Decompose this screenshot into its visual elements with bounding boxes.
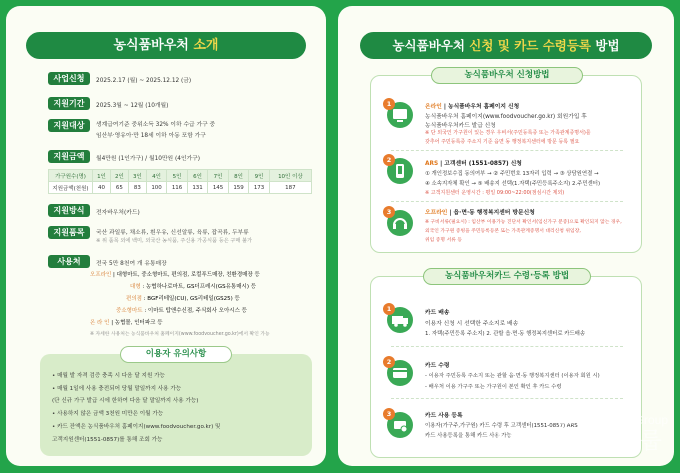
delivery-truck-icon [387,307,413,333]
online-apply-label: 온라인 [425,104,442,110]
ars-apply-note: ※ 고객지원센터 운영시간 : 평일 09:00~22:00(점심시간 제외) [425,190,565,196]
usage-large [130,282,256,290]
apply-panel [338,6,674,466]
step-number-badge: 2 [383,356,395,368]
table-cell: 187 [269,182,311,194]
card-delivery-line: 1. 자택(주민등록 주소지) 2. 관할 읍·면·동 행정복지센터로 카드배송 [425,331,586,337]
usage-online-key: 온 라 인 [90,320,110,326]
card-receive-line: - 이용자 주민등록 주소지 또는 관할 읍·면·동 행정복지센터 (이용자 회원 시) [425,373,600,379]
usage-mid-mart-value: : 이마트 탑앤수신점, 주식회사 오아시스 등 [144,308,247,314]
offline-apply-note: 외국인 가구원 증빙을 주민등록등본 또는 가족관계증명서 대리신청 위임장, [425,229,581,234]
usage-large-value: : 농협하나로마트, GS더프레시(GS유통매시) 등 [142,284,257,290]
tag-items: 지원품목 [48,226,90,239]
card-receive-icon [387,360,413,386]
apply-title [360,32,652,59]
step-number-badge: 1 [383,303,395,315]
divider [391,201,623,202]
tag-usage: 사용처 [48,255,90,268]
online-apply-note: ※ 단 외국인 가구원이 있는 경우 우비서(주민등록증 또는 가족관계증명서)를 [425,130,591,136]
usage-online [90,318,163,326]
usage-note: ※ 자세한 사용처는 농식품바우처 홈페이지(www.foodvoucher.go.kr)에서 확인 가능 [90,332,270,337]
usage-convenience [126,294,240,302]
support-method: 전자바우처(카드) [96,210,140,216]
table-header-cell: 가구원수(명) [49,170,93,182]
amount-table-header [49,170,312,182]
intro-panel [6,6,326,466]
usage-convenience-key: 편의점 [126,296,142,302]
amount-table [48,169,312,194]
watermark-english: DamyahMediaGroup [557,413,668,427]
ars-phone-icon [387,158,413,184]
table-cell: 지원금액(천원) [49,182,93,194]
ars-apply-heading [425,158,522,167]
step-number-badge: 2 [383,154,395,166]
ars-apply-label: ARS [425,161,439,167]
online-computer-icon [387,102,413,128]
table-cell: 100 [146,182,167,194]
online-apply-heading [425,101,519,110]
notice-item: • 매월 발 자격 검증 충족 시 다음 달 지원 가능 [52,373,165,379]
notice-item: (단 신규 가구 발급 시에 한하여 다음 달 말일까지 사용 가능) [52,398,199,404]
table-header-cell: 7인 [208,170,229,182]
intro-title [26,32,306,59]
ars-apply-line: ④ 소속지자체 확인 → ⑤ 배송지 선택(1.자택(주민등록주소지) 2.주민센터) [425,181,601,187]
offline-apply-note: 위임 증명 서류 등 [425,238,463,243]
online-apply-line: 농식품바우처 홈페이지(www.foodvoucher.go.kr) 회원가입 후 [425,114,587,120]
table-cell: 145 [208,182,229,194]
table-cell: 83 [128,182,146,194]
usage-large-key: 대형 [130,284,141,290]
card-delivery-line: 이용자 신청 시 선택한 주소지로 배송 [425,321,519,327]
divider [391,398,623,399]
apply-title-tail: 방법 [595,38,620,53]
offline-apply-note: ※ 구비서류(필요시) : 임산부 이용가능 진단서 확인서(임신가구 분증)으로 확인되지 않는 경우, [425,220,622,225]
table-cell: 131 [187,182,208,194]
offline-apply-heading [425,207,535,216]
step-number-badge: 3 [383,408,395,420]
support-period: 2025.3월 ~ 12월 (10개월) [96,103,169,109]
usage-offline-value: | 대형마트, 중소형마트, 편의점, 로컬푸드매장, 친환경매장 등 [113,272,260,278]
offline-apply-head: | 읍·면·동 행정복지센터 방문신청 [447,210,535,216]
usage-convenience-value: : BGF리테일(CU), GS리테일(GS25) 등 [143,296,240,302]
tag-target: 지원대상 [48,119,90,132]
card-register-line: 이용자(가구주,가구원) 카드 수령 후 고객센터(1551-0857) ARS [425,423,578,429]
ars-apply-line: ① 개인정보수집 동의여부 → ② 주민번호 13자리 입력 → ③ 상담원연결 → [425,171,599,177]
table-cell: 40 [93,182,111,194]
card-methods-pill: 농식품바우처카드 수령·등록 방법 [423,268,591,285]
table-cell: 116 [167,182,188,194]
table-header-cell: 5인 [167,170,188,182]
card-delivery-heading: 카드 배송 [425,310,450,316]
divider [391,150,623,151]
apply-methods-box [370,70,642,253]
target-line-1: 생계급여기준 중위소득 32% 이하 수급 가구 중 [96,122,216,128]
user-notice-box [40,349,312,456]
apply-title-main: 농식품바우처 [392,38,465,53]
card-register-line: 카드 사용등록을 통해 카드 사용 가능 [425,433,512,439]
target-line-2: 임산부·영유아·만 18세 이하 아동 포함 가구 [96,133,206,139]
table-header-cell: 2인 [110,170,128,182]
usage-mid-mart-key: 중소형마트 [116,308,143,314]
user-notice-title: 이용자 유의사항 [120,346,232,363]
divider [391,346,623,347]
table-header-cell: 8인 [228,170,249,182]
apply-title-highlight: 신청 및 카드 수령등록 [469,38,592,53]
card-register-icon [387,412,413,438]
tag-support-period: 지원기간 [48,97,90,110]
offline-apply-label: 오프라인 [425,210,448,216]
watermark-korean: 담양미디어그룹 [494,427,664,453]
usage-summary: 전국 5만 8천여 개 유통매장 [96,261,167,267]
online-apply-note: 갖추어 주민등록증 주소지 기준 읍면 동 행정복지센터에 방문 등록 필요 [425,139,580,145]
ars-apply-head: | 고객센터 (1551-0857) 신청 [438,161,522,167]
amount-summary: 월4만원 (1인가구) / 월10만원 (4인가구) [96,156,201,162]
usage-offline [90,270,260,278]
usage-online-value: | 농협몰, 인터파크 등 [111,320,163,326]
notice-item: • 사용하지 않은 금액 3천원 미만은 이월 가능 [52,411,164,417]
table-header-cell: 3인 [128,170,146,182]
table-header-cell: 4인 [146,170,167,182]
items-note: ※ 위 품목 외에 백미, 외국산 농식품, 주신용 가공식품 등은 구매 불가 [96,238,253,244]
usage-offline-key: 오프라인 [90,272,112,278]
card-register-heading: 카드 사용 등록 [425,413,463,419]
application-period: 2025.2.17 (월) ~ 2025.12.12 (금) [96,78,192,84]
tag-application: 사업신청 [48,72,90,85]
table-cell: 65 [110,182,128,194]
notice-item: 고객지원센터(1551-0857)를 통해 조회 가능 [52,437,163,443]
notice-item: • 매월 1일에 사용 충전되어 당월 말일까지 사용 가능 [52,386,182,392]
intro-title-highlight: 소개 [193,38,219,53]
intro-title-main: 농식품바우처 [113,38,189,53]
online-apply-line: 농식품바우처카드 발급 신청 [425,123,496,129]
notice-item: • 카드 잔액은 농식품바우처 홈페이지(www.foodvoucher.go.kr) 및 [52,424,221,430]
card-receive-heading: 카드 수령 [425,363,450,369]
online-apply-head: | 농식품바우처 홈페이지 신청 [441,104,520,110]
table-cell: 159 [228,182,249,194]
table-header-cell: 6인 [187,170,208,182]
table-cell: 173 [249,182,270,194]
tag-amount: 지원금액 [48,150,90,163]
tag-method: 지원방식 [48,204,90,217]
table-header-cell: 9인 [249,170,270,182]
step-number-badge: 3 [383,206,395,218]
card-receive-line: - 배우처 이용 가구주 또는 가구원이 본인 확인 후 카드 수령 [425,384,562,390]
table-header-cell: 10인 이상 [269,170,311,182]
amount-table-row [49,182,312,194]
offline-headset-icon [387,210,413,236]
table-header-cell: 1인 [93,170,111,182]
step-number-badge: 1 [383,98,395,110]
usage-mid-mart [116,306,247,314]
items-list: 국산 과일류, 채소류, 흰우유, 신선알류, 육류, 잡곡류, 두부류 [96,230,249,236]
apply-methods-pill: 농식품바우처 신청방법 [431,67,583,84]
